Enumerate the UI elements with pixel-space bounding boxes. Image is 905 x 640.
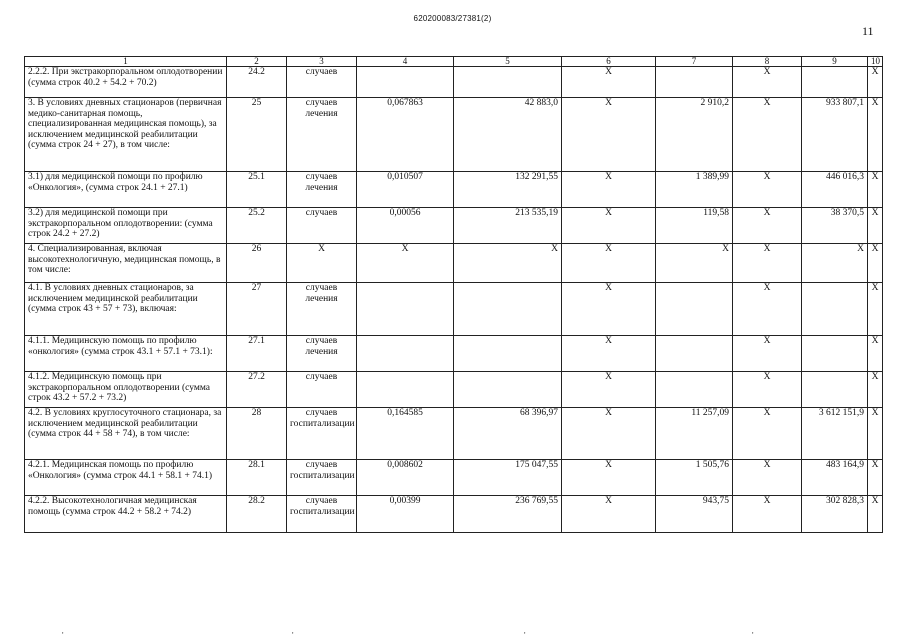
table-cell: X <box>802 244 868 283</box>
table-cell: 26 <box>227 244 287 283</box>
table-cell: X <box>562 67 656 98</box>
table-cell: 175 047,55 <box>454 460 562 496</box>
column-header: 2 <box>227 57 287 67</box>
table-row <box>25 460 883 496</box>
page-number: 11 <box>862 24 874 38</box>
table-cell: случаев лечения <box>287 283 357 336</box>
table-cell <box>454 67 562 98</box>
column-header: 6 <box>562 57 656 67</box>
table-cell: случаев лечения <box>287 98 357 172</box>
table-cell: 483 164,9 <box>802 460 868 496</box>
table-cell: X <box>868 208 883 244</box>
table-cell <box>656 67 733 98</box>
table-cell: 11 257,09 <box>656 408 733 460</box>
table-cell <box>454 372 562 408</box>
table-cell: случаев <box>287 67 357 98</box>
table-cell <box>454 283 562 336</box>
table-cell: 933 807,1 <box>802 98 868 172</box>
table-cell: X <box>287 244 357 283</box>
table-cell: X <box>562 98 656 172</box>
column-header: 4 <box>357 57 454 67</box>
column-header: 7 <box>656 57 733 67</box>
table-cell <box>357 67 454 98</box>
table-cell: X <box>562 283 656 336</box>
table-cell: X <box>868 460 883 496</box>
table-cell: 4. Специализированная, включая высокотехнологичную, медицинская помощь, в том числе: <box>25 244 227 283</box>
scan-mark: ' <box>752 631 754 640</box>
table-cell: 4.2. В условиях круглосуточного стационара, за исключением медицинской реабилитации (сумма строк 44 + 58 + 74), в том числе: <box>25 408 227 460</box>
table-cell: 4.1. В условиях дневных стационаров, за исключением медицинской реабилитации (сумма строк 43 + 57 + 73), включая: <box>25 283 227 336</box>
table-cell: X <box>733 172 802 208</box>
table-cell: 28.1 <box>227 460 287 496</box>
table-row <box>25 283 883 336</box>
table-cell: X <box>733 244 802 283</box>
table-cell: X <box>562 496 656 533</box>
table-cell: X <box>357 244 454 283</box>
table-row <box>25 408 883 460</box>
table-cell: X <box>562 172 656 208</box>
table-cell <box>802 283 868 336</box>
table-cell <box>656 336 733 372</box>
table-cell: X <box>562 208 656 244</box>
scan-mark: ' <box>524 631 526 640</box>
table-cell: случаев госпитализации <box>287 408 357 460</box>
table-cell: X <box>868 98 883 172</box>
table-row <box>25 496 883 533</box>
table-cell <box>802 67 868 98</box>
table-cell: 213 535,19 <box>454 208 562 244</box>
table-cell: 236 769,55 <box>454 496 562 533</box>
table-cell: X <box>868 283 883 336</box>
table-cell: X <box>656 244 733 283</box>
table-cell: 3.1) для медицинской помощи по профилю «Онкология», (сумма строк 24.1 + 27.1) <box>25 172 227 208</box>
table-cell <box>656 372 733 408</box>
table-cell: X <box>733 372 802 408</box>
table-cell: 24.2 <box>227 67 287 98</box>
column-header: 3 <box>287 57 357 67</box>
table-cell: 28.2 <box>227 496 287 533</box>
table-cell: 2 910,2 <box>656 98 733 172</box>
table-cell: 4.2.1. Медицинская помощь по профилю «Онкология» (сумма строк 44.1 + 58.1 + 74.1) <box>25 460 227 496</box>
table-cell: X <box>562 460 656 496</box>
table-cell: X <box>868 372 883 408</box>
table-cell: X <box>733 67 802 98</box>
table-cell: 1 505,76 <box>656 460 733 496</box>
table-cell <box>656 283 733 336</box>
table-cell: X <box>733 496 802 533</box>
table-cell: 0,00399 <box>357 496 454 533</box>
table-cell: X <box>562 408 656 460</box>
table-cell: X <box>868 67 883 98</box>
table-cell <box>802 372 868 408</box>
table-cell: 27 <box>227 283 287 336</box>
table-cell: случаев госпитализации <box>287 460 357 496</box>
table-cell: X <box>868 336 883 372</box>
table-cell <box>357 336 454 372</box>
table-cell: X <box>868 408 883 460</box>
table-cell: 4.1.1. Медицинскую помощь по профилю «онкология» (сумма строк 43.1 + 57.1 + 73.1): <box>25 336 227 372</box>
table-row <box>25 336 883 372</box>
table-cell: случаев лечения <box>287 172 357 208</box>
table-cell: X <box>562 372 656 408</box>
table-cell: X <box>733 336 802 372</box>
table-cell: 4.2.2. Высокотехнологичная медицинская помощь (сумма строк 44.2 + 58.2 + 74.2) <box>25 496 227 533</box>
table-cell: X <box>868 172 883 208</box>
table-cell: 0,008602 <box>357 460 454 496</box>
table-cell <box>454 336 562 372</box>
table-cell: 27.1 <box>227 336 287 372</box>
table-cell: 27.2 <box>227 372 287 408</box>
table-cell: X <box>733 98 802 172</box>
column-header: 9 <box>802 57 868 67</box>
table-cell: случаев лечения <box>287 336 357 372</box>
table-row <box>25 208 883 244</box>
column-header-row <box>25 57 883 67</box>
table-cell: случаев <box>287 208 357 244</box>
table-cell: X <box>733 208 802 244</box>
table-cell: случаев госпитализации <box>287 496 357 533</box>
table-cell: 68 396,97 <box>454 408 562 460</box>
table-cell: 302 828,3 <box>802 496 868 533</box>
column-header: 10 <box>868 57 883 67</box>
table-cell: X <box>733 408 802 460</box>
table-cell: 25 <box>227 98 287 172</box>
table-cell: 119,58 <box>656 208 733 244</box>
table-cell: 0,067863 <box>357 98 454 172</box>
table-cell: 132 291,55 <box>454 172 562 208</box>
table-row <box>25 98 883 172</box>
table-row <box>25 67 883 98</box>
table-cell: 4.1.2. Медицинскую помощь при экстракорпоральном оплодотворении (сумма строк 43.2 + 57.2 + 73.2) <box>25 372 227 408</box>
table-cell: 943,75 <box>656 496 733 533</box>
table-cell: 0,010507 <box>357 172 454 208</box>
table-cell: 38 370,5 <box>802 208 868 244</box>
table-cell: 28 <box>227 408 287 460</box>
column-header: 5 <box>454 57 562 67</box>
table-cell: 3 612 151,9 <box>802 408 868 460</box>
table-cell: 25.2 <box>227 208 287 244</box>
table-cell: X <box>733 283 802 336</box>
table-cell: X <box>733 460 802 496</box>
table-cell: X <box>562 336 656 372</box>
data-table <box>24 56 883 533</box>
table-cell: 0,164585 <box>357 408 454 460</box>
table-cell <box>802 336 868 372</box>
table-cell: 1 389,99 <box>656 172 733 208</box>
table-cell: X <box>562 244 656 283</box>
table-cell <box>357 283 454 336</box>
table-cell: 446 016,3 <box>802 172 868 208</box>
table-cell: 25.1 <box>227 172 287 208</box>
scan-mark: ' <box>292 631 294 640</box>
table-cell: случаев <box>287 372 357 408</box>
table-row <box>25 372 883 408</box>
column-header: 8 <box>733 57 802 67</box>
table-cell: X <box>868 496 883 533</box>
table-cell: 3. В условиях дневных стационаров (первичная медико-санитарная помощь, специализированная медицинская помощь), за исключением медицинской реабилитации (сумма строк 24 + 27), в том числе: <box>25 98 227 172</box>
table-cell: X <box>868 244 883 283</box>
column-header: 1 <box>25 57 227 67</box>
table-cell: 42 883,0 <box>454 98 562 172</box>
scan-mark: ' <box>62 631 64 640</box>
table-row <box>25 172 883 208</box>
table-cell: 3.2) для медицинской помощи при экстракорпоральном оплодотворении: (сумма строк 24.2 + 27.2) <box>25 208 227 244</box>
table-row <box>25 244 883 283</box>
document-id: 620200083/27381(2) <box>413 14 492 23</box>
table-cell: X <box>454 244 562 283</box>
table-cell: 2.2.2. При экстракорпоральном оплодотворении (сумма строк 40.2 + 54.2 + 70.2) <box>25 67 227 98</box>
table-cell: 0,00056 <box>357 208 454 244</box>
table-cell <box>357 372 454 408</box>
